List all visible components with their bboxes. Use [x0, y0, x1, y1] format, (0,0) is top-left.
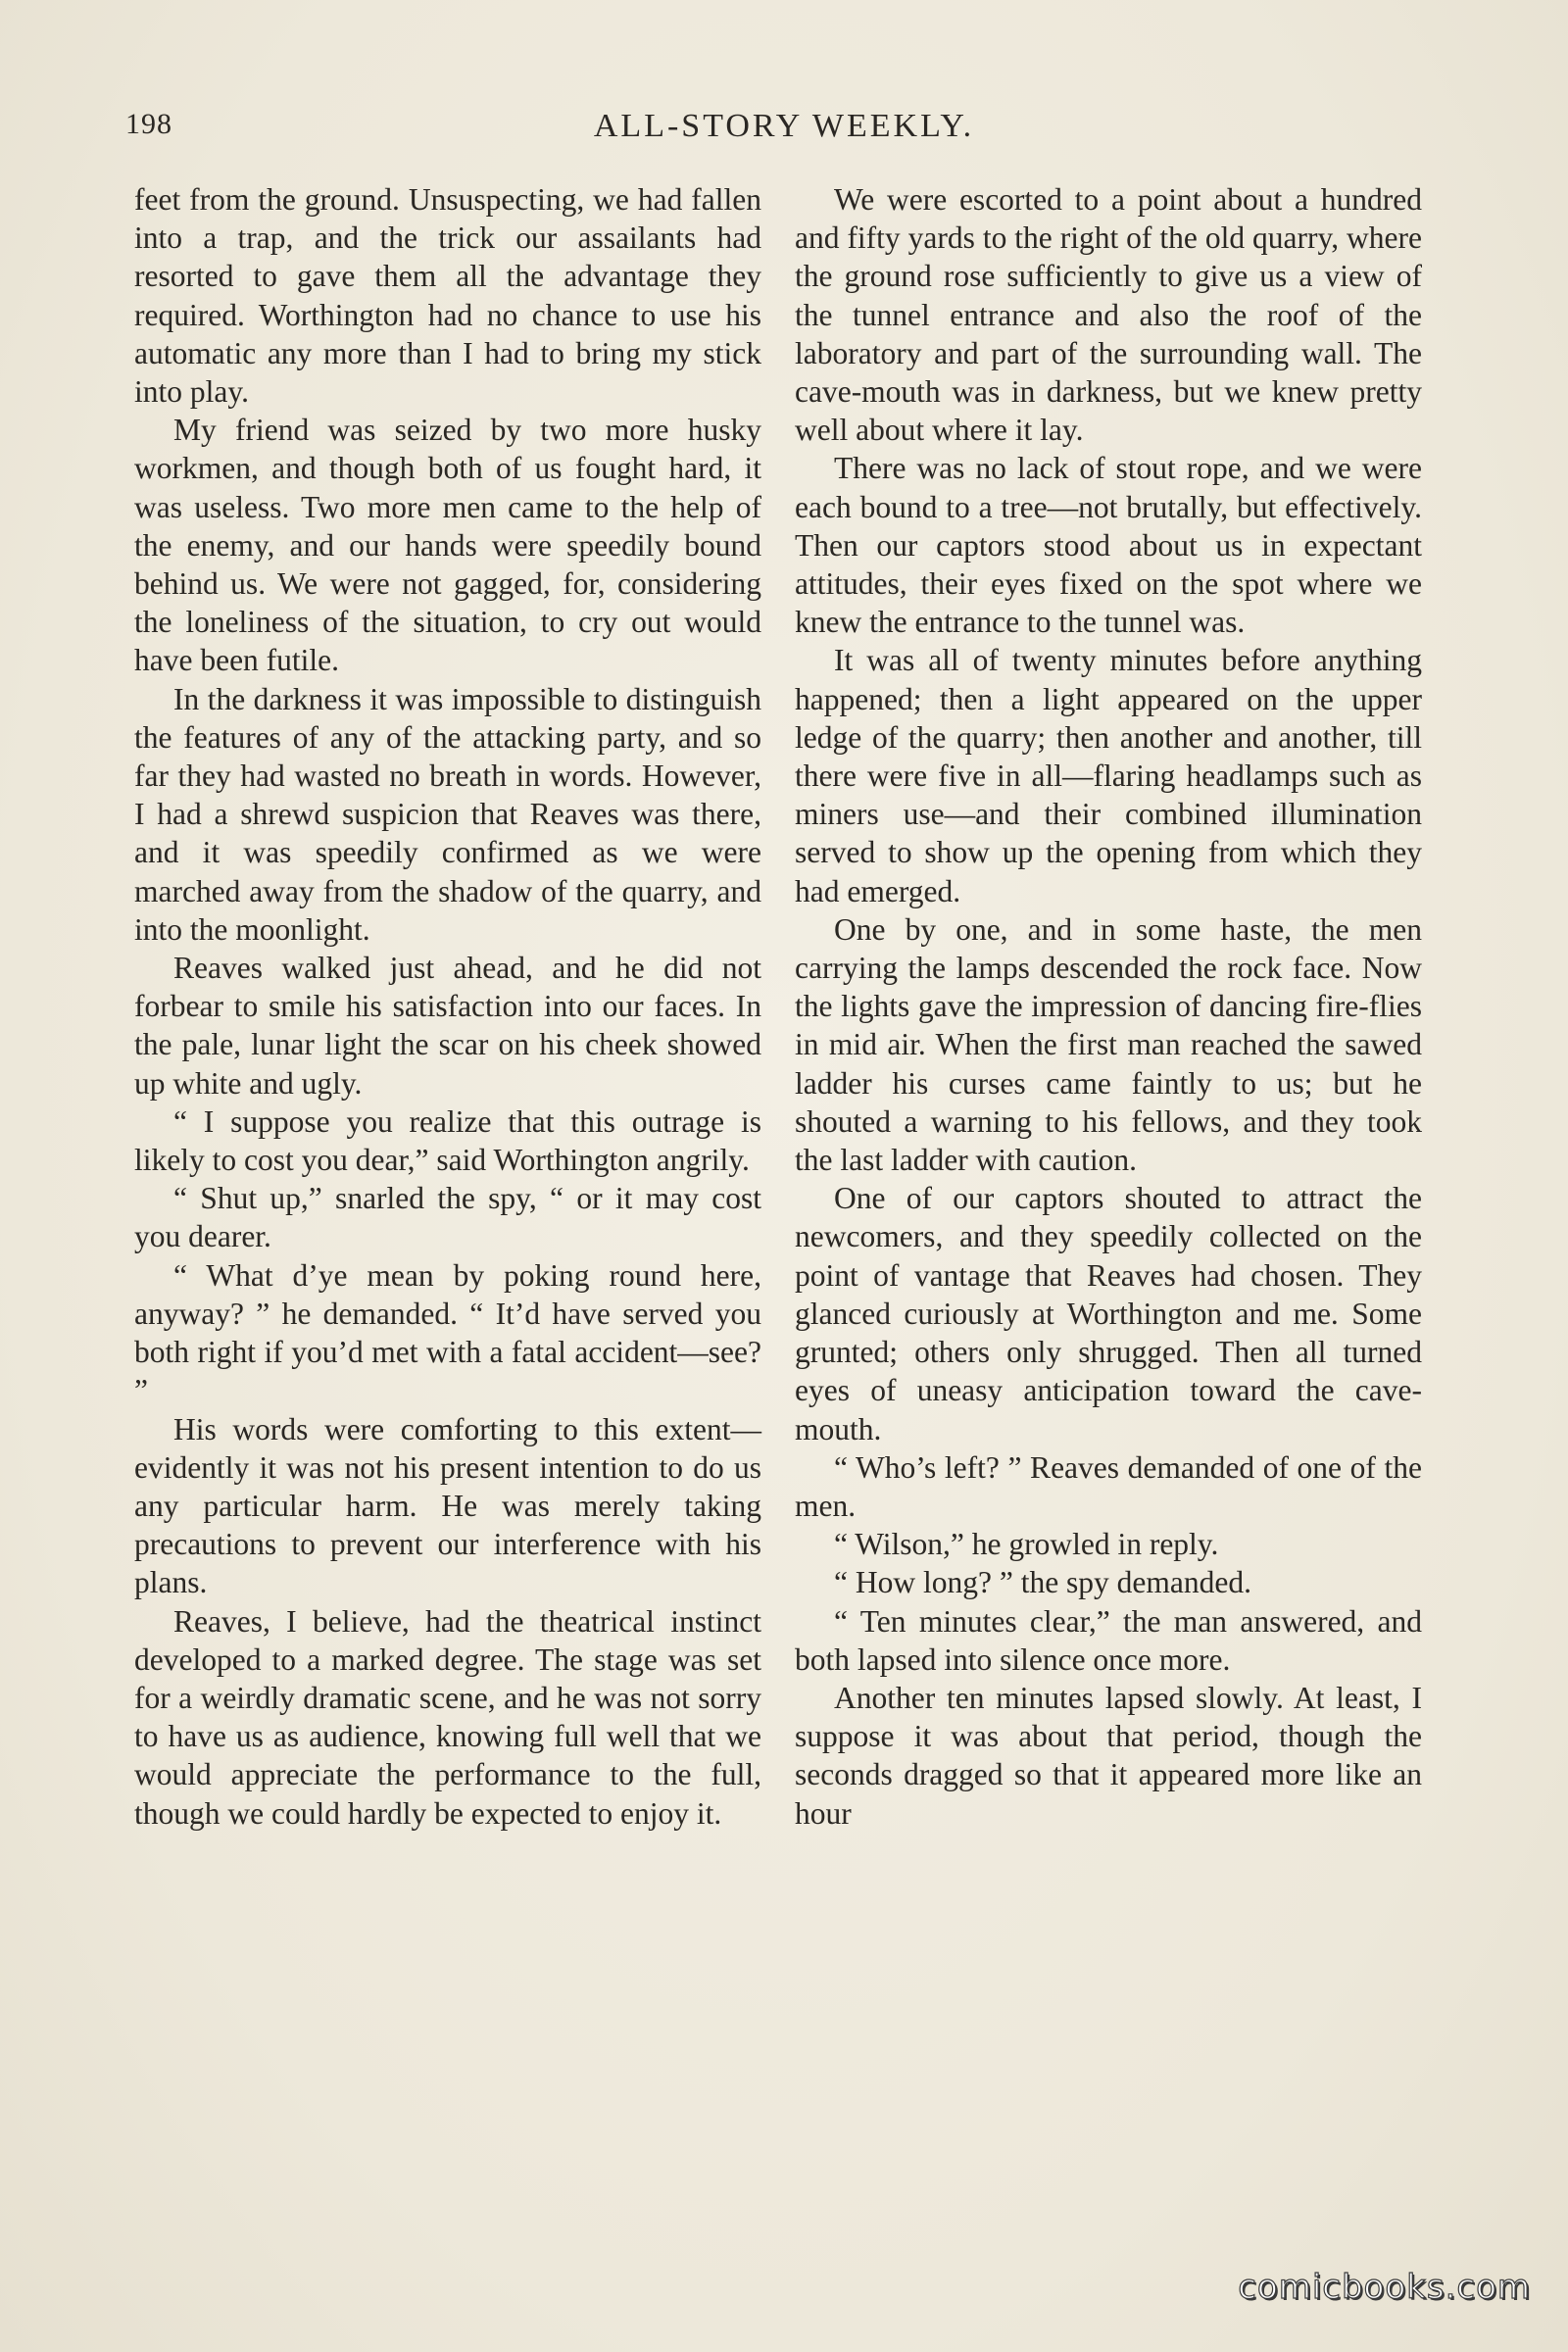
- paragraph: feet from the ground. Unsuspecting, we had fallen into a trap, and the trick our assailants had resorted to gave them all the advantage they required. Worthington had no chance to use his automatic any more than I had to bring my stick into play.: [134, 182, 761, 410]
- magazine-title: ALL-STORY WEEKLY.: [593, 108, 975, 144]
- paragraph: “ Who’s left? ” Reaves demanded of one of the men.: [795, 1449, 1422, 1523]
- paragraph: “ What d’ye mean by poking round here, anyway? ” he demanded. “ It’d have served you both right if you’d met with a fatal accident—see? ”: [134, 1257, 761, 1408]
- paragraph: His words were comforting to this extent—evidently it was not his present intention to do us any particular harm. He was merely taking precautions to prevent our interference with his plans.: [134, 1411, 761, 1600]
- paragraph: One of our captors shouted to attract the newcomers, and they speedily collected on the point of vantage that Reaves had chosen. They glanced curiously at Worthington and me. Some grunted; others only shrugged. Then all turned eyes of uneasy anticipation toward the cave-mouth.: [795, 1181, 1422, 1446]
- paragraph: In the darkness it was impossible to distinguish the features of any of the attacking party, and so far they had wasted no breath in words. However, I had a shrewd suspicion that Reaves was there, and it was speedily confirmed as we were marched away from the shadow of the quarry, and into the moonlight.: [134, 681, 761, 947]
- paragraph: There was no lack of stout rope, and we were each bound to a tree—not brutally, but effectively. Then our captors stood about us in expectant attitudes, their eyes fixed on the spot where we knew the entrance to the tunnel was.: [795, 451, 1422, 640]
- page-number: 198: [125, 108, 172, 140]
- paragraph: “ Shut up,” snarled the spy, “ or it may cost you dearer.: [134, 1181, 761, 1254]
- left-column: [134, 180, 761, 1833]
- paragraph: “ Ten minutes clear,” the man answered, and both lapsed into silence once more.: [795, 1603, 1422, 1677]
- right-column: [795, 180, 1422, 1833]
- paragraph: Reaves, I believe, had the theatrical instinct developed to a marked degree. The stage was set for a weirdly dramatic scene, and he was not sorry to have us as audience, knowing full well that we would appreciate the performance to the full, though we could hardly be expected to enjoy it.: [134, 1603, 761, 1831]
- paragraph: It was all of twenty minutes before anything happened; then a light appeared on the upper ledge of the quarry; then another and another, till there were five in all—flaring headlamps such as miners use—and their combined illumination served to show up the opening from which they had emerged.: [795, 643, 1422, 908]
- watermark-logo: comicbooks.com: [1238, 2268, 1531, 2307]
- paragraph: We were escorted to a point about a hundred and fifty yards to the right of the old quarry, where the ground rose sufficiently to give us a view of the tunnel entrance and also the roof of the laboratory and part of the surrounding wall. The cave-mouth was in darkness, but we knew pretty well about where it lay.: [795, 182, 1422, 448]
- paragraph: “ I suppose you realize that this outrage is likely to cost you dear,” said Worthington angrily.: [134, 1103, 761, 1178]
- paragraph: Reaves walked just ahead, and he did not forbear to smile his satisfaction into our faces. In the pale, lunar light the scar on his cheek showed up white and ugly.: [134, 951, 761, 1101]
- paragraph: My friend was seized by two more husky workmen, and though both of us fought hard, it was useless. Two more men came to the help of the enemy, and our hands were speedily bound behind us. We were not gagged, for, considering the loneliness of the situation, to cry out would have been futile.: [134, 413, 761, 678]
- paragraph: “ Wilson,” he growled in reply.: [834, 1527, 1219, 1562]
- paragraph: “ How long? ” the spy demanded.: [834, 1565, 1252, 1600]
- paragraph: Another ten minutes lapsed slowly. At least, I suppose it was about that period, though the seconds dragged so that it appeared more like an hour: [795, 1680, 1422, 1831]
- paragraph: One by one, and in some haste, the men carrying the lamps descended the rock face. Now the lights gave the impression of dancing fire-flies in mid air. When the first man reached the sawed ladder his curses came faintly to us; but he shouted a warning to his fellows, and they took the last ladder with caution.: [795, 911, 1422, 1178]
- running-header: [125, 108, 1443, 157]
